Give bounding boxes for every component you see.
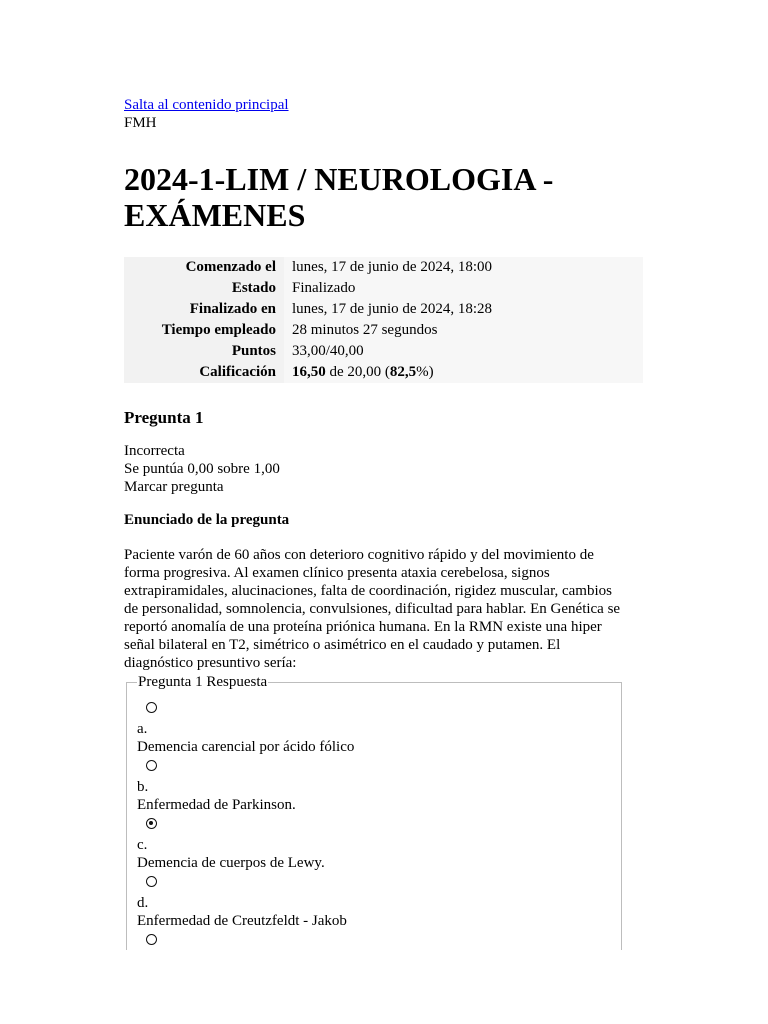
option-letter: a. <box>137 721 148 737</box>
answer-option-a[interactable] <box>137 702 611 756</box>
answer-legend: Pregunta 1 Respuesta <box>138 674 268 690</box>
summary-label: Tiempo empleado <box>161 322 276 338</box>
page-container <box>124 96 644 950</box>
summary-value: lunes, 17 de junio de 2024, 18:28 <box>284 299 643 320</box>
answer-option-e[interactable] <box>137 934 611 945</box>
radio-button[interactable] <box>146 934 157 945</box>
answer-fieldset <box>126 674 622 950</box>
summary-label: Finalizado en <box>189 301 276 317</box>
summary-value: Finalizado <box>284 278 643 299</box>
skip-to-content-link[interactable]: Salta al contenido principal <box>124 97 289 113</box>
radio-button[interactable] <box>146 760 157 771</box>
question-info <box>124 442 644 496</box>
flag-question-link[interactable]: Marcar pregunta <box>124 479 224 495</box>
page-title: 2024-1-LIM / NEUROLOGIA - EXÁMENES <box>124 161 554 233</box>
summary-value: 28 minutos 27 segundos <box>284 320 643 341</box>
grade-end: %) <box>416 364 434 380</box>
grade-score: 16,50 <box>292 364 326 380</box>
option-text: Demencia de cuerpos de Lewy. <box>137 855 325 871</box>
summary-row-grade <box>124 362 643 383</box>
grade-value <box>284 362 643 383</box>
summary-label: Estado <box>231 280 276 296</box>
radio-button-selected[interactable] <box>146 818 157 829</box>
grade-percent: 82,5 <box>389 364 417 380</box>
option-letter: c. <box>137 837 148 853</box>
radio-button[interactable] <box>146 876 157 887</box>
site-name: FMH <box>124 115 157 131</box>
summary-row <box>124 299 643 320</box>
question-heading: Pregunta 1 <box>124 408 204 427</box>
grade-middle: de 20,00 ( <box>325 364 390 380</box>
question-status: Incorrecta <box>124 443 185 459</box>
answer-option-d[interactable] <box>137 876 611 930</box>
summary-row <box>124 341 643 362</box>
question-text: Paciente varón de 60 años con deterioro cognitivo rápido y del movimiento de forma progresiva. Al examen clínico presenta ataxia cerebelosa, signos extrapiramidales, alucinaciones, falta de coordinación, rigidez muscular, cambios de personalidad, somnolencia, convulsiones, dificultad para hablar. En Genética se reportó anomalía de una proteína priónica humana. En la RMN existe una hiper señal bilateral en T2, simétrico o asimétrico en el caudado y putamen. El diagnóstico presuntivo sería: <box>124 547 621 671</box>
summary-value: lunes, 17 de junio de 2024, 18:00 <box>284 257 643 278</box>
summary-row <box>124 257 643 278</box>
summary-row <box>124 278 643 299</box>
summary-value: 33,00/40,00 <box>284 341 643 362</box>
radio-button[interactable] <box>146 702 157 713</box>
answer-option-b[interactable] <box>137 760 611 814</box>
summary-row <box>124 320 643 341</box>
attempt-summary-table <box>124 257 643 383</box>
summary-label: Comenzado el <box>185 259 276 275</box>
option-letter: b. <box>137 779 149 795</box>
question-points: Se puntúa 0,00 sobre 1,00 <box>124 461 280 477</box>
option-text: Enfermedad de Creutzfeldt - Jakob <box>137 913 347 929</box>
option-text: Demencia carencial por ácido fólico <box>137 739 355 755</box>
summary-label: Puntos <box>231 343 276 359</box>
answer-option-c[interactable] <box>137 818 611 872</box>
option-letter: d. <box>137 895 149 911</box>
question-statement-heading: Enunciado de la pregunta <box>124 512 290 528</box>
option-text: Enfermedad de Parkinson. <box>137 797 296 813</box>
grade-label: Calificación <box>199 364 276 380</box>
